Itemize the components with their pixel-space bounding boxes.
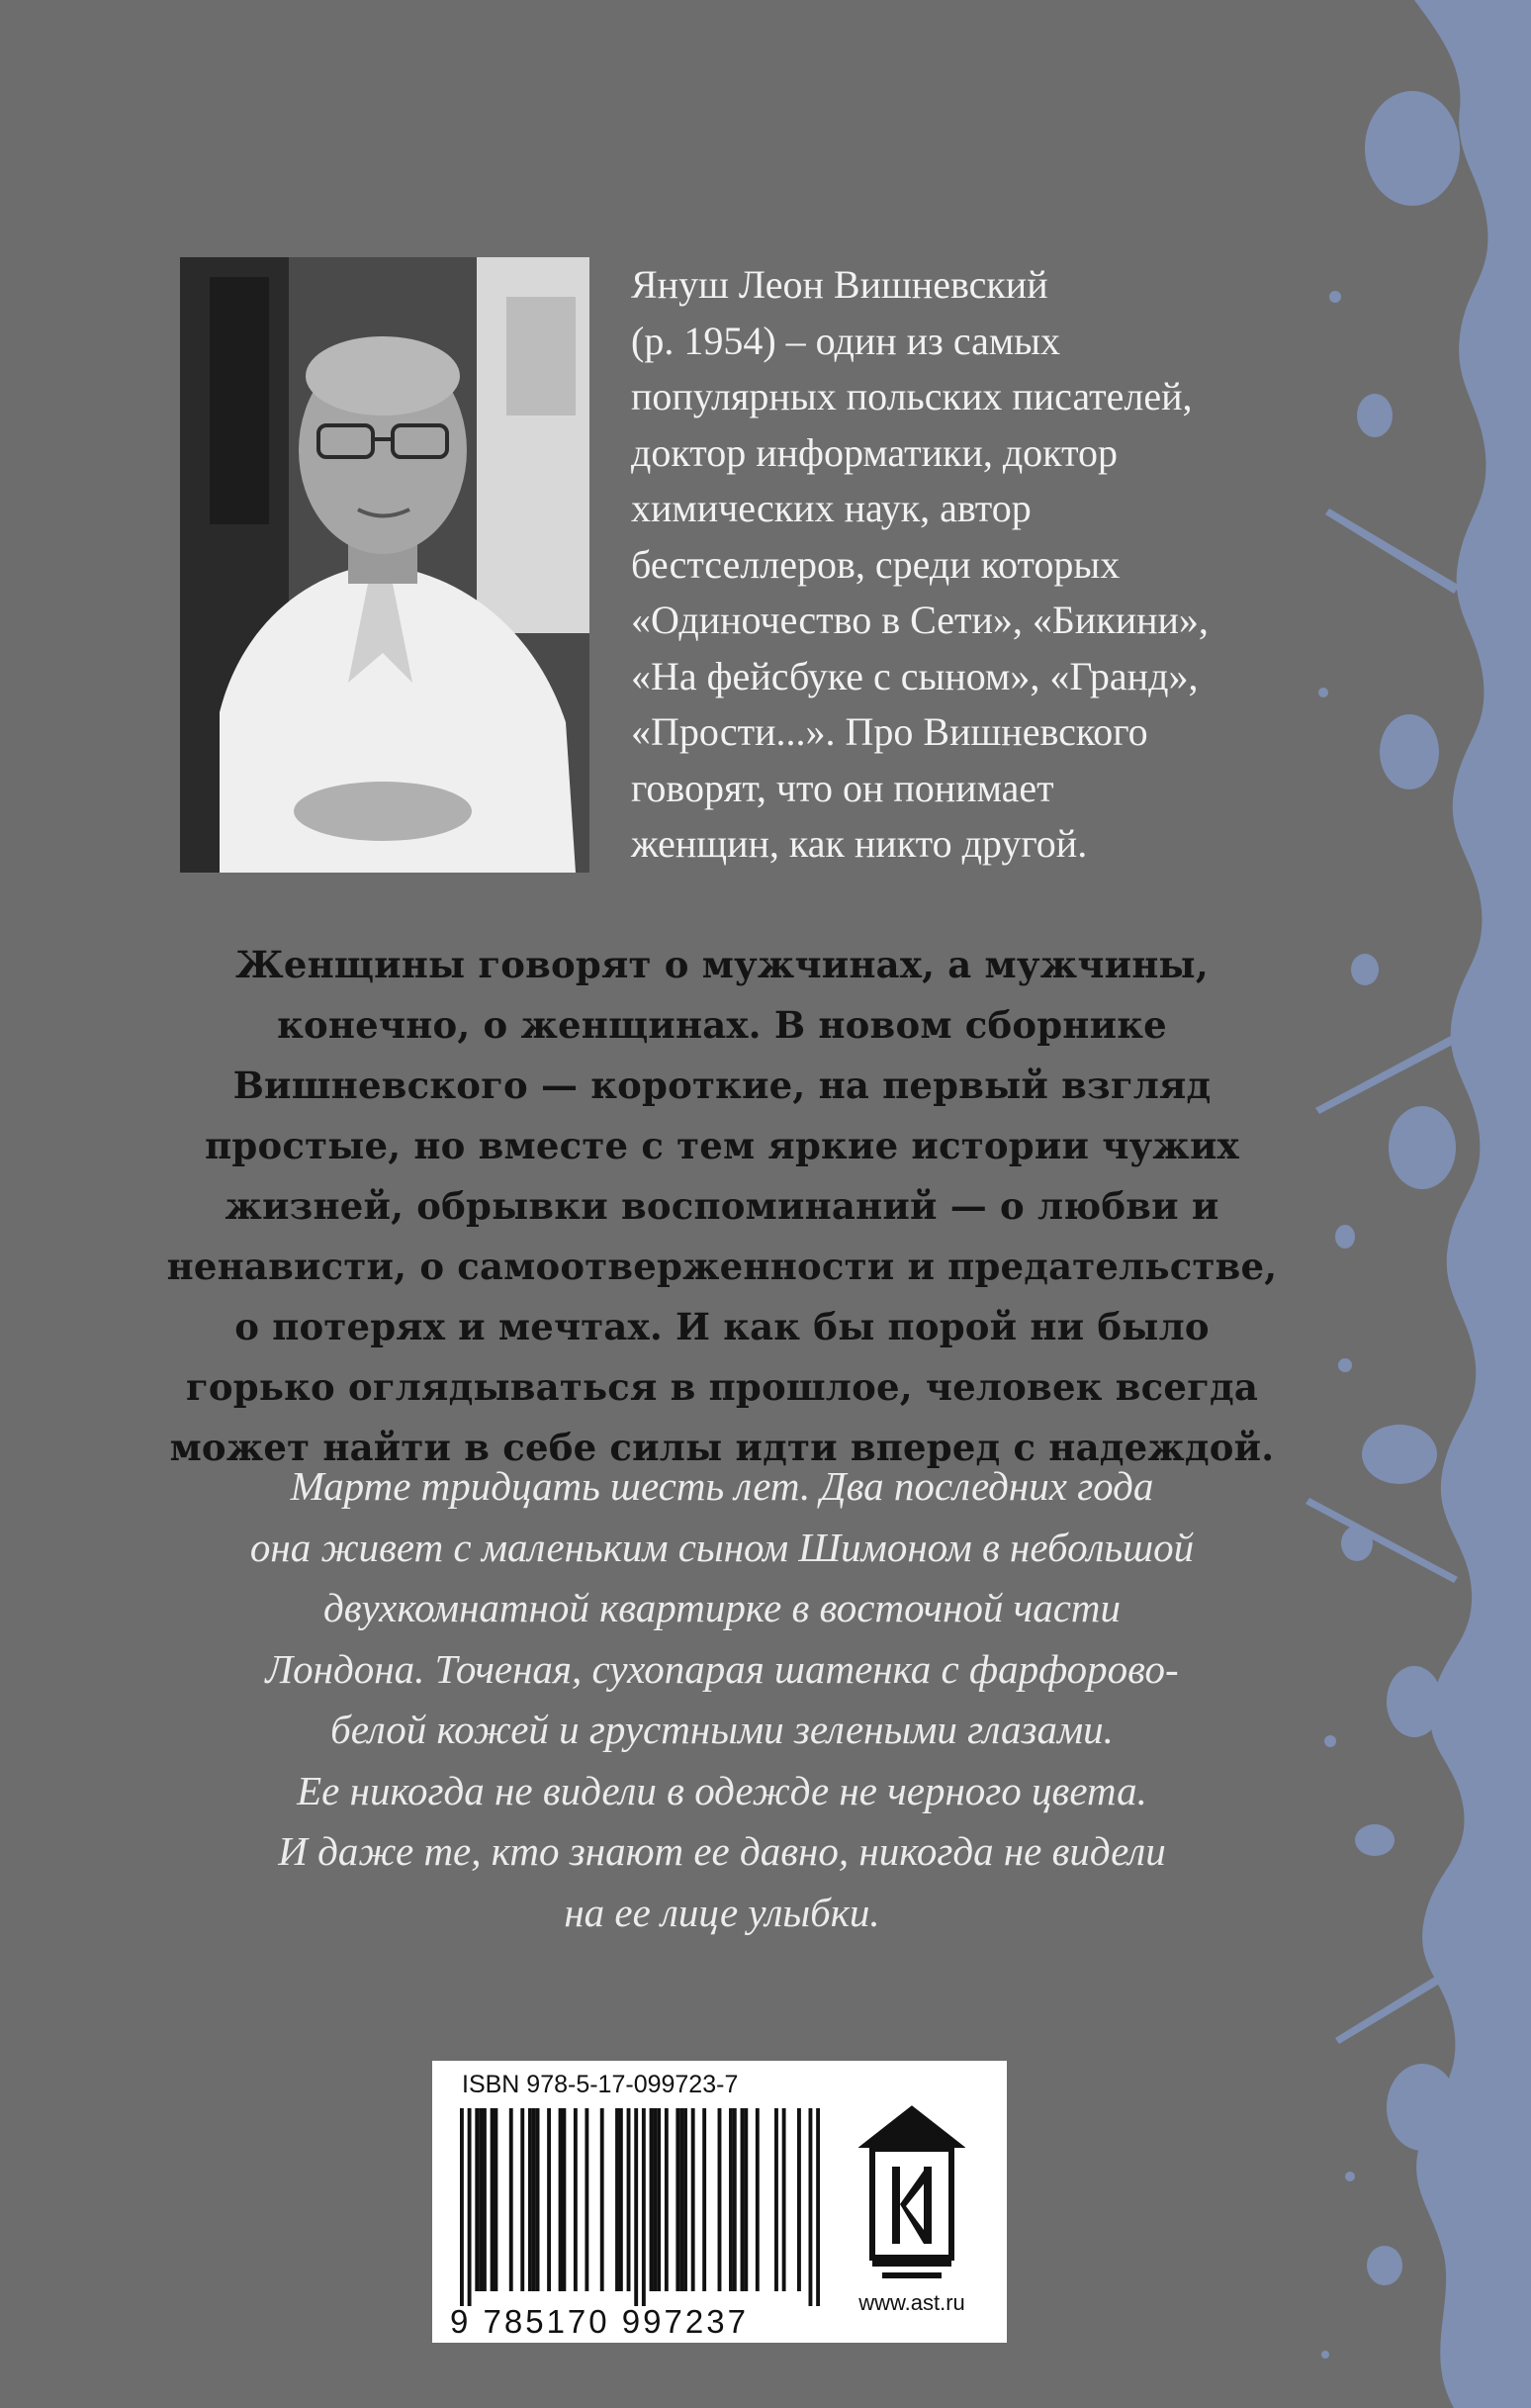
barcode-bar	[475, 2108, 479, 2291]
barcode-bar	[460, 2108, 464, 2306]
barcode-bars	[460, 2108, 820, 2306]
barcode-bar	[600, 2108, 604, 2291]
barcode-bar	[733, 2108, 737, 2291]
bio-line: химических наук, автор	[631, 486, 1032, 530]
annotation-line: ненависти, о самоотверженности и предательстве,	[166, 1245, 1278, 1288]
barcode-block	[432, 2061, 1007, 2343]
excerpt-line: белой кожей и грустными зелеными глазами.	[330, 1707, 1114, 1752]
ink-splatter-decoration	[1306, 0, 1531, 2408]
barcode-bar	[675, 2108, 679, 2291]
barcode-bar	[657, 2108, 661, 2291]
annotation-line: Женщины говорят о мужчинах, а мужчины,	[235, 943, 1209, 986]
author-bio	[631, 257, 1304, 873]
bio-line: «Одиночество в Сети», «Бикини»,	[631, 598, 1209, 642]
annotation-line: жизней, обрывки воспоминаний — о любви и	[225, 1184, 1219, 1228]
barcode-bar	[494, 2108, 497, 2291]
barcode-bar	[679, 2108, 683, 2291]
bio-line: доктор информатики, доктор	[631, 429, 1119, 475]
annotation-line: конечно, о женщинах. В новом сборнике	[277, 1003, 1167, 1047]
barcode-bar	[718, 2108, 722, 2291]
annotation-line: горько оглядываться в прошлое, человек всегда	[186, 1365, 1258, 1409]
excerpt-line: Ее никогда не видели в одежде не черного цвета.	[297, 1767, 1147, 1813]
barcode-bar	[468, 2108, 472, 2306]
barcode-bar	[816, 2108, 820, 2306]
barcode-bar	[509, 2108, 513, 2291]
barcode-bar	[744, 2108, 748, 2291]
barcode-bar	[479, 2108, 483, 2291]
barcode-bar	[491, 2108, 495, 2291]
author-photo	[180, 257, 589, 873]
barcode-bar	[574, 2108, 578, 2291]
barcode-bar	[642, 2108, 646, 2306]
annotation-line: Вишневского — короткие, на первый взгляд	[232, 1064, 1212, 1107]
publisher-url: www.ast.ru	[858, 2290, 965, 2315]
barcode-bar	[756, 2108, 760, 2291]
excerpt-line: Марте тридцать шесть лет. Два последних года	[290, 1463, 1154, 1509]
barcode-bar	[691, 2108, 695, 2291]
bio-line: Януш Леон Вишневский	[631, 262, 1048, 307]
annotation-line: может найти в себе силы идти вперед с надеждой.	[169, 1426, 1275, 1469]
barcode-bar	[528, 2108, 532, 2291]
annotation-line: о потерях и мечтах. И как бы порой ни было	[234, 1305, 1210, 1348]
bio-line: женщин, как никто другой.	[631, 821, 1088, 866]
barcode-bar	[809, 2108, 813, 2306]
bio-line: «На фейсбуке с сыном», «Гранд»,	[631, 653, 1199, 698]
bio-line: (р. 1954) – один из самых	[631, 318, 1061, 363]
excerpt-line: она живет с маленьким сыном Шимоном в небольшой	[249, 1524, 1195, 1570]
isbn-label: ISBN 978-5-17-099723-7	[462, 2071, 739, 2098]
barcode-bar	[483, 2108, 487, 2291]
book-annotation	[129, 935, 1315, 1478]
barcode-bar	[683, 2108, 687, 2291]
barcode-bar	[634, 2108, 638, 2306]
barcode-bar	[702, 2108, 706, 2291]
lantern-logo-icon	[858, 2105, 965, 2281]
barcode-bar	[729, 2108, 733, 2291]
barcode-bar	[619, 2108, 623, 2291]
barcode-bar	[627, 2108, 631, 2291]
excerpt-line: двухкомнатной квартирке в восточной части	[322, 1585, 1122, 1630]
bio-line: «Прости...». Про Вишневского	[631, 709, 1148, 754]
barcode-bar	[547, 2108, 551, 2291]
barcode-bar	[520, 2108, 524, 2291]
barcode-bar	[615, 2108, 619, 2291]
ean-digits: 9 785170 997237	[450, 2303, 749, 2340]
bio-line: популярных польских писателей,	[631, 374, 1193, 418]
barcode-bar	[536, 2108, 540, 2291]
bio-line: бестселлеров, среди которых	[631, 541, 1121, 587]
barcode-bar	[665, 2108, 669, 2291]
barcode-bar	[653, 2108, 657, 2291]
barcode-bar	[797, 2108, 801, 2291]
book-excerpt	[129, 1456, 1315, 1943]
barcode-bar	[741, 2108, 745, 2291]
barcode-bar	[774, 2108, 778, 2291]
barcode-bar	[782, 2108, 786, 2291]
barcode-bar	[559, 2108, 563, 2291]
barcode-bar	[585, 2108, 588, 2291]
excerpt-line: Лондона. Точеная, сухопарая шатенка с фарфорово-	[265, 1645, 1179, 1692]
barcode-bar	[562, 2108, 566, 2291]
excerpt-line: И даже те, кто знают ее давно, никогда не видели	[278, 1828, 1166, 1874]
annotation-line: простые, но вместе с тем яркие истории чужих	[205, 1124, 1239, 1167]
bio-line: говорят, что он понимает	[631, 765, 1054, 810]
barcode-bar	[532, 2108, 536, 2291]
barcode-bar	[650, 2108, 654, 2291]
excerpt-line: на ее лице улыбки.	[564, 1889, 880, 1935]
